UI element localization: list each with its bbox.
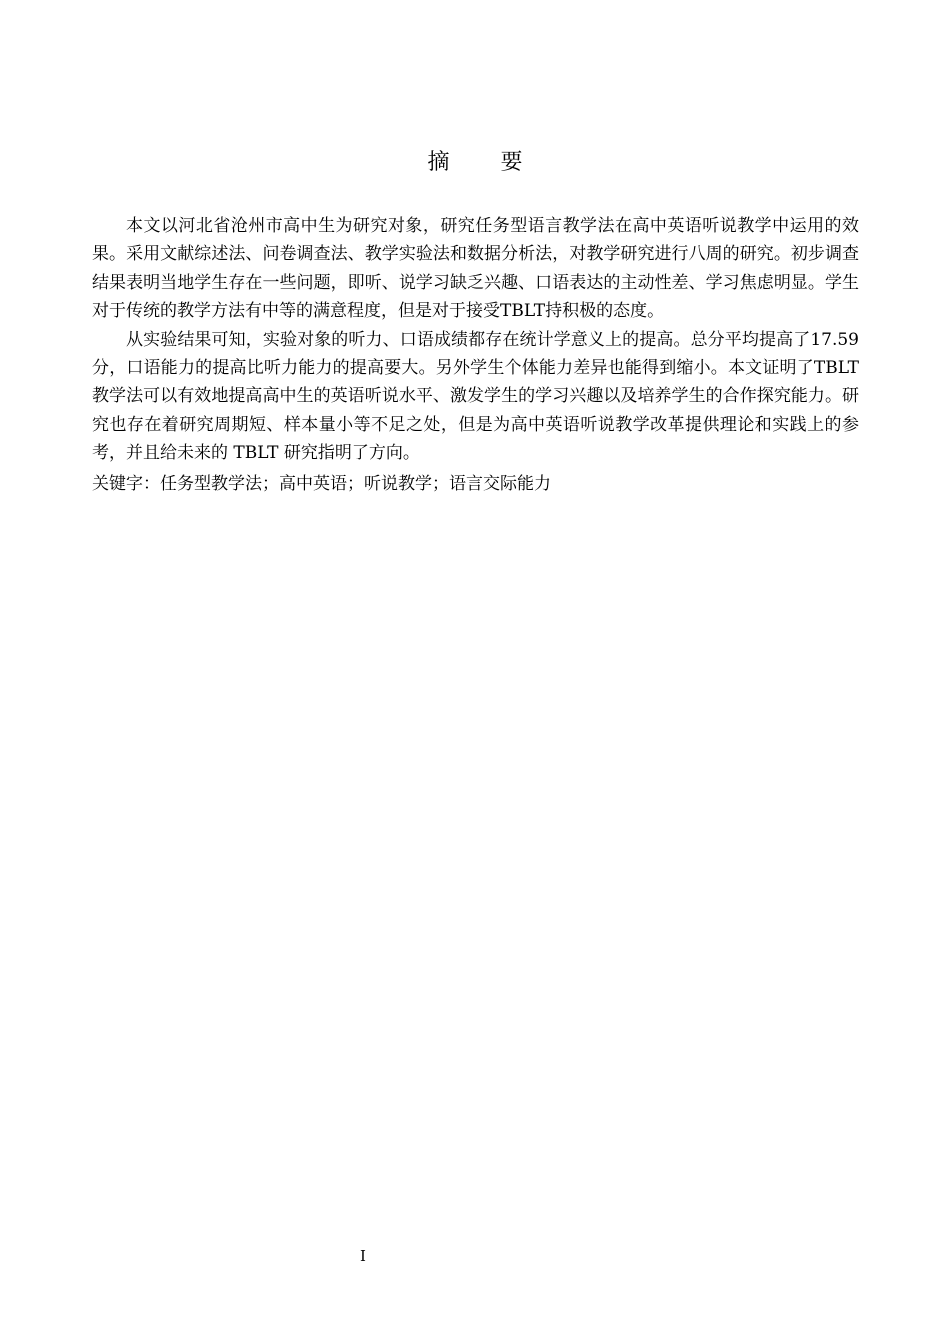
- page-number: I: [360, 1247, 366, 1265]
- abstract-paragraph-2: 从实验结果可知，实验对象的听力、口语成绩都存在统计学意义上的提高。总分平均提高了17.59分，口语能力的提高比听力能力的提高要大。另外学生个体能力差异也能得到缩小。本文证明了TBLT教学法可以有效地提高高中生的英语听说水平、激发学生的学习兴趣以及培养学生的合作探究能力。研究也存在着研究周期短、样本量小等不足之处，但是为高中英语听说教学改革提供理论和实践上的参考，并且给未来的 TBLT 研究指明了方向。: [92, 329, 859, 464]
- page-title: 摘 要: [427, 150, 545, 175]
- keywords-line: [92, 470, 859, 498]
- abstract-paragraph-1: 本文以河北省沧州市高中生为研究对象，研究任务型语言教学法在高中英语听说教学中运用的效果。采用文献综述法、问卷调查法、教学实验法和数据分析法，对教学研究进行八周的研究。初步调查结果表明当地学生存在一些问题，即听、说学习缺乏兴趣、口语表达的主动性差、学习焦虑明显。学生对于传统的教学方法有中等的满意程度，但是对于接受TBLT持积极的态度。: [92, 216, 859, 322]
- keywords-text: 任务型教学法；高中英语；听说教学；语言交际能力: [160, 473, 551, 494]
- abstract-body: [92, 212, 859, 498]
- keywords-label: 关键字：: [92, 473, 160, 494]
